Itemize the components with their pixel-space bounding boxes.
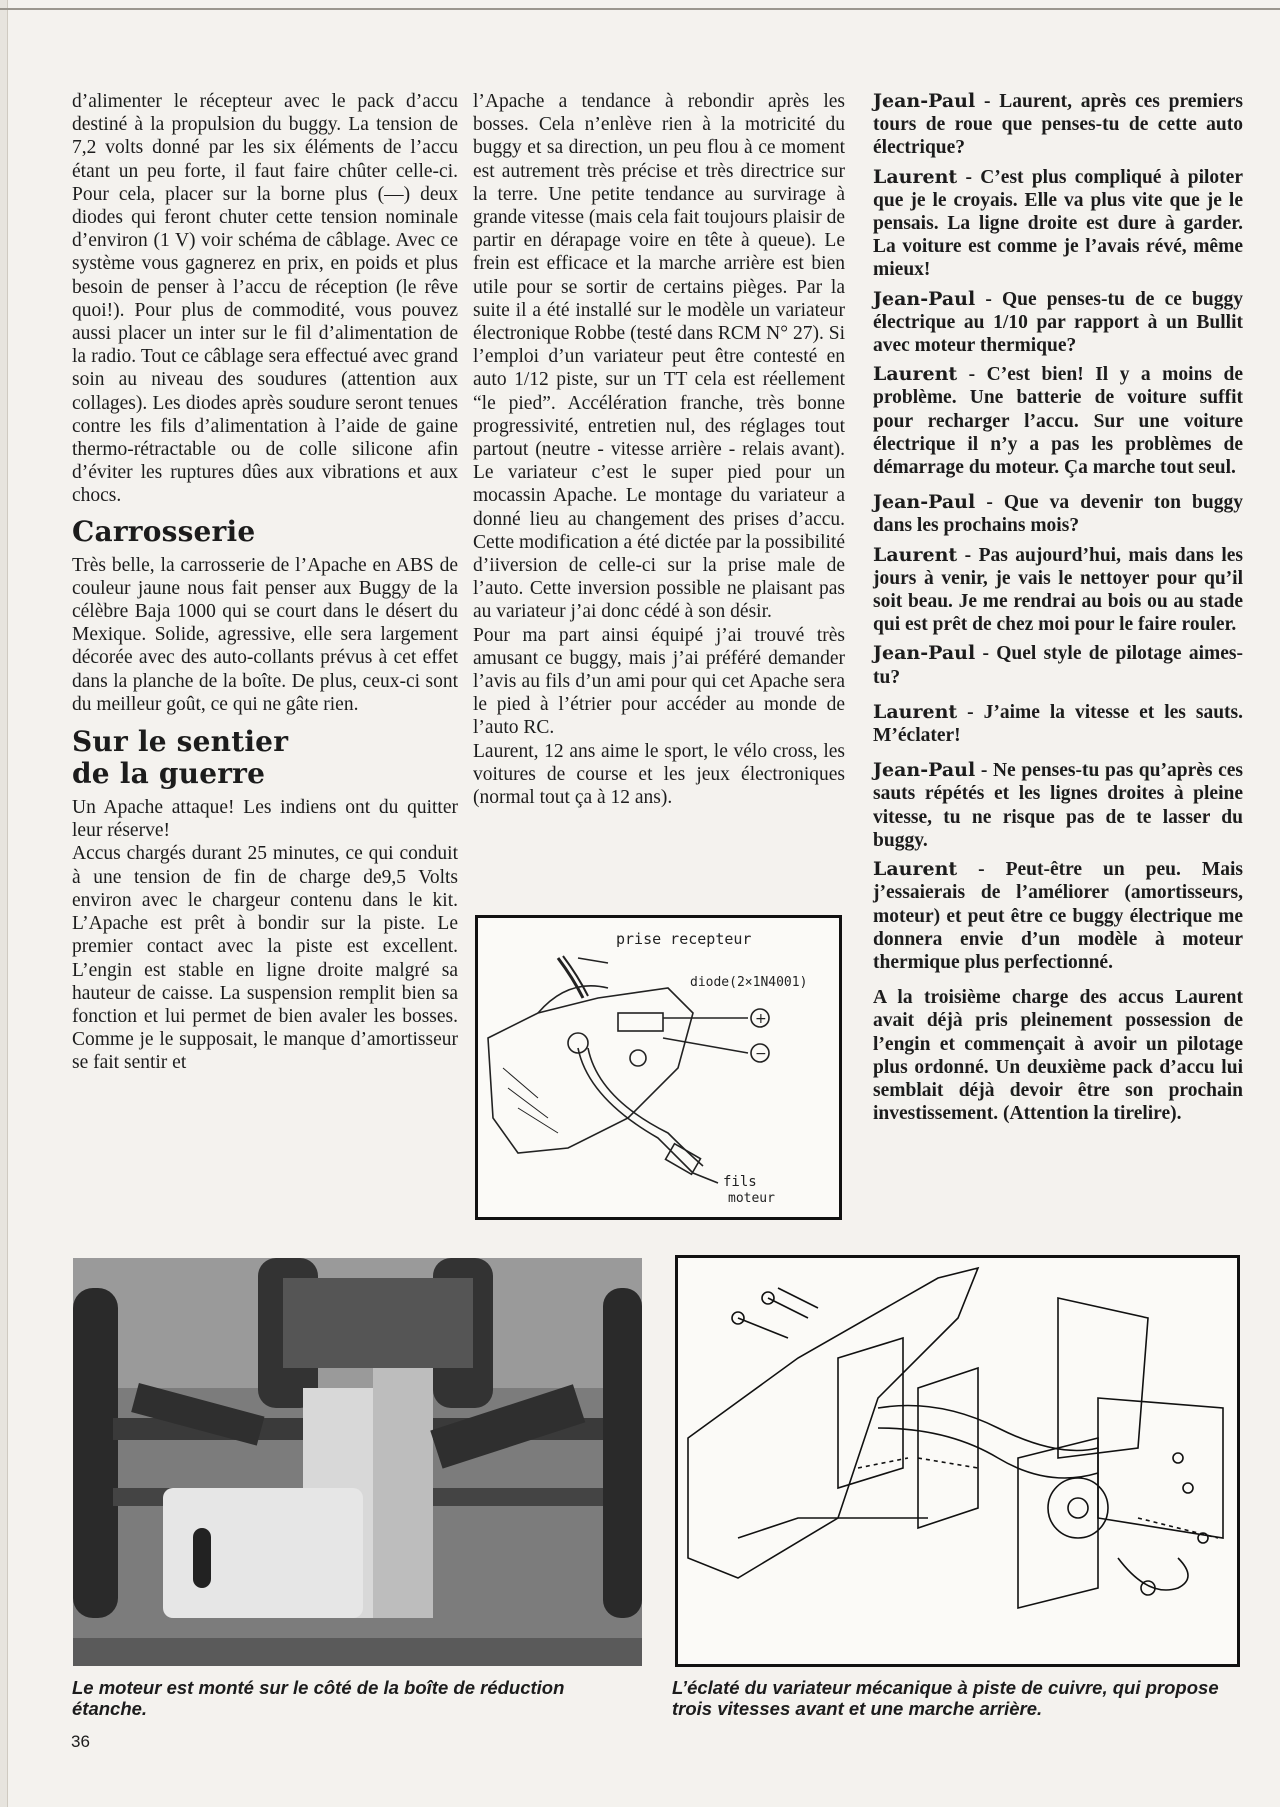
speaker-name: Laurent bbox=[873, 858, 958, 881]
interview-text: - Peut-être un peu. Mais j’essaierais de l’améliorer (amortisseurs, moteur) et peut être ce buggy électrique me donnera envie d’un modèle à moteur thermique plus perfectionné. bbox=[873, 859, 1243, 973]
speaker-name: Laurent bbox=[873, 700, 958, 723]
interview-item bbox=[873, 491, 1243, 537]
heading-carrosserie: Carrosserie bbox=[72, 514, 256, 548]
col2-paragraph-3: Laurent, 12 ans aime le sport, le vélo cross, les voitures de course et les jeux électroniques (normal tout ça à 12 ans). bbox=[473, 740, 845, 809]
interview-text: - Pas aujourd’hui, mais dans les jours à venir, je vais le nettoyer pour qu’il soit beau. Je me rendrai au bois ou au stade qui est prêt de chez moi pour le faire rouler. bbox=[873, 544, 1243, 636]
interview-item bbox=[873, 166, 1243, 282]
interview-item bbox=[873, 701, 1243, 747]
top-rule bbox=[0, 8, 1280, 10]
column-right-interview bbox=[873, 90, 1243, 1131]
speaker-name: Jean-Paul bbox=[873, 759, 976, 782]
interview-text: - Laurent, après ces premiers tours de roue que penses-tu de cette auto électrique? bbox=[873, 91, 1243, 159]
col1-paragraph-2: Très belle, la carrosserie de l’Apache en ABS de couleur jaune nous fait penser aux Buggy de la célèbre Baja 1000 qui se court dans le désert du Mexique. Solide, agressive, elle sera largement décorée avec des auto-collants prévus à cet effet dans la planche de la boîte. De plus, ceux-ci sont du meilleur goût, ce qui ne gâte rien. bbox=[72, 554, 458, 715]
col2-paragraph-1: l’Apache a tendance à rebondir après les bosses. Cela n’enlève rien à la motricité du buggy et sa direction, un peu flou à ce moment est autrement très précise et très directrice sur la terre. Une petite tendance au survirage à grande vitesse (mais cela fait toujours plaisir de partir en dérapage voire en tête à queue). Le frein est efficace et la marche arrière est bien utile pour se sortir de certains pièges. Par la suite il a été installé sur le modèle un variateur électronique Robbe (testé dans RCM N° 27). Si l’emploi d’un variateur peut être contesté en auto 1/12 piste, sur un TT cela est réellement “le pied”. Accélération franche, très bonne progressivité, entretien nul, des réglages tout partout (neutre - vitesse arrière - relais avant). Le variateur c’est le super pied pour un mocassin Apache. Le montage du variateur a donné lieu au changement des prises d’accu. Cette modification a été dictée par la possibilité d’iiversion de celle-ci sur la prise male de l’auto. Cette inversion possible ne plaisant pas au variateur j’ai donc cédé à son désir. bbox=[473, 91, 846, 623]
label-prise-recepteur: prise recepteur bbox=[616, 930, 752, 948]
wiring-sketch-drawing bbox=[478, 918, 839, 1217]
speaker-name: Laurent bbox=[873, 165, 958, 188]
exploded-drawing bbox=[675, 1255, 1240, 1667]
interview-text: - Quel style de pilotage aimes-tu? bbox=[873, 643, 1243, 688]
interview-text: - Ne penses-tu pas qu’après ces sauts répétés et les lignes droites à pleine vitesse, tu ne risque pas de te lasser du buggy. bbox=[873, 760, 1243, 851]
interview-item bbox=[873, 759, 1243, 852]
interview-text: - Que penses-tu de ce buggy électrique au 1/10 par rapport à un Bullit avec moteur thermique? bbox=[873, 288, 1243, 357]
speaker-name: Jean-Paul bbox=[873, 642, 976, 665]
col1-paragraph-1: d’alimenter le récepteur avec le pack d’accu destiné à la propulsion du buggy. La tension de 7,2 volts donné par les six éléments de l’accu étant un peu forte, il faut faire chûter celle-ci. Pour cela, placer sur la borne plus (—) deux diodes qui feront chuter cette tension nominale d’environ (1 V) voir schéma de câblage. Avec ce système vous gagnerez en prix, en poids et plus besoin de penser à l’accu de réception (le rêve quoi!). Pour plus de commodité, vous pouvez aussi placer un inter sur le fil d’alimentation de la radio. Tout ce câblage sera effectué avec grand soin au niveau des soudures (attention aux collages). Les diodes après soudure seront tenues contre les fils d’alimentation à l’aide de gaine thermo-rétractable ou de colle silicone afin d’éviter les ruptures dûes aux vibrations et aux chocs. bbox=[72, 91, 458, 507]
speaker-name: Laurent bbox=[873, 363, 958, 386]
label-moteur: moteur bbox=[728, 1191, 775, 1206]
label-plus: + bbox=[755, 1011, 767, 1027]
interview-item bbox=[873, 544, 1243, 637]
motor-photo-illustration bbox=[73, 1258, 642, 1666]
speaker-name: Jean-Paul bbox=[873, 90, 976, 112]
interview-text: - C’est bien! Il y a moins de problème. Une batterie de voiture suffit pour recharger l’accu. Sur une voiture électrique il n’y a pas les problèmes de démarrage du moteur. Ça marche tout seul. bbox=[873, 364, 1243, 479]
speaker-name: Jean-Paul bbox=[873, 287, 976, 310]
page-edge bbox=[0, 0, 8, 1807]
interview-text: - J’aime la vitesse et les sauts. M’éclater! bbox=[873, 701, 1243, 747]
heading-sentier-line1: Sur le sentier bbox=[72, 725, 289, 759]
col2-paragraph-2: Pour ma part ainsi équipé j’ai trouvé très amusant ce buggy, mais j’ai préféré demander l’avis au fils d’un ami pour qui cet Apache sera le pied à l’étrier pour accéder au monde de l’auto RC. bbox=[473, 624, 845, 739]
wiring-sketch bbox=[475, 915, 842, 1220]
speaker-name: Jean-Paul bbox=[873, 491, 976, 514]
col1-paragraph-3: Un Apache attaque! Les indiens ont du quitter leur réserve! bbox=[72, 797, 458, 842]
page-number: 36 bbox=[71, 1732, 90, 1751]
label-diode: diode(2×1N4001) bbox=[690, 975, 808, 990]
column-middle bbox=[473, 90, 845, 809]
interview-closing: A la troisième charge des accus Laurent avait déjà pris pleinement possession de l’engin et commençait à avoir un pilotage plus ordonné. Un deuxième pack d’accu lui semblait déjà devoir être son prochain investissement. (Attention la tirelire). bbox=[873, 987, 1243, 1125]
col1-paragraph-4: Accus chargés durant 25 minutes, ce qui conduit à une tension de fin de charge de9,5 Volts environ avec le chargeur contenu dans le kit. L’Apache est prêt à bondir sur la piste. Le premier contact avec la piste est excellent. L’engin est stable en ligne droite malgré sa hauteur de caisse. La suspension remplit bien sa fonction et lui permet de bien avaler les bosses. Comme je le supposait, le manque d’amortisseur se fait sentir et bbox=[72, 843, 458, 1074]
interview-text: - Que va devenir ton buggy dans les prochains mois? bbox=[873, 492, 1243, 537]
interview-text: - C’est plus compliqué à piloter que je le croyais. Elle va plus vite que je le pensais. La ligne droite est dure à garder. La voiture est comme je l’avais révé, même mieux! bbox=[873, 166, 1243, 281]
caption-motor-photo: Le moteur est monté sur le côté de la boîte de réduction étanche. bbox=[72, 1677, 565, 1719]
interview-item bbox=[873, 90, 1243, 160]
interview-item bbox=[873, 288, 1243, 358]
interview-item bbox=[873, 642, 1243, 688]
column-left bbox=[72, 90, 458, 1075]
label-fils: fils bbox=[723, 1174, 757, 1190]
heading-sentier-line2: de la guerre bbox=[72, 757, 266, 791]
motor-photo bbox=[73, 1258, 642, 1666]
caption-exploded-drawing: L’éclaté du variateur mécanique à piste de cuivre, qui propose trois vitesses avant et une marche arrière. bbox=[672, 1677, 1219, 1719]
label-minus: − bbox=[755, 1046, 767, 1062]
exploded-drawing-illustration bbox=[678, 1258, 1237, 1664]
speaker-name: Laurent bbox=[873, 543, 958, 566]
interview-item bbox=[873, 363, 1243, 479]
interview-item bbox=[873, 858, 1243, 974]
